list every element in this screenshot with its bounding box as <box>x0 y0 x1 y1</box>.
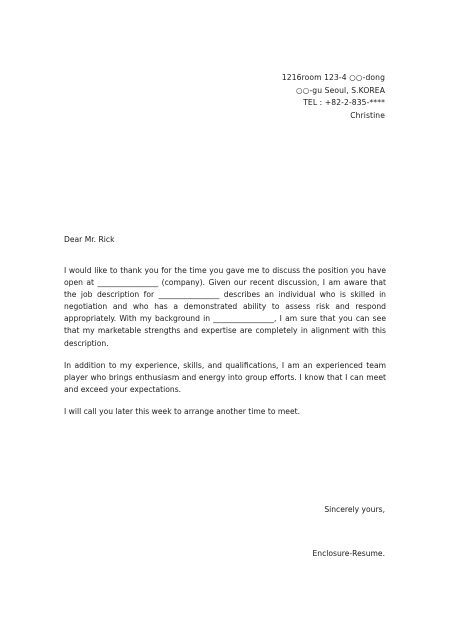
salutation: Dear Mr. Rick <box>64 235 115 244</box>
sender-address-line-2: ○○-gu Seoul, S.KOREA <box>296 85 385 95</box>
sender-address-line-1: 1216room 123-4 ○○-dong <box>281 73 385 82</box>
letter-body <box>64 265 386 428</box>
body-paragraph-3: I will call you later this week to arrange another time to meet. <box>64 406 301 416</box>
sender-address-block <box>282 72 385 122</box>
body-paragraph-1: I would like to thank you for the time you gave me to discuss the position you have open at ________________ (company). Given our recent discussion, I am aware that the job description for ________________ describes an individual who is skilled in negotiation and who has a demonstrated ability to assess risk and respond appropriately. With my background in ________________, I am sure that you can see that my marketable strengths and expertise are completely in alignment with this description. <box>64 266 386 348</box>
closing: Sincerely yours, <box>324 505 385 514</box>
enclosure-note: Enclosure-Resume. <box>312 549 385 558</box>
body-paragraph-2: In addition to my experience, skills, and qualifications, I am an experienced team player who brings enthusiasm and energy into group efforts. I know that I can meet and exceed your expectations. <box>64 360 386 394</box>
sender-phone: TEL : +82-2-835-**** <box>303 98 385 108</box>
sender-name: Christine <box>350 110 385 120</box>
